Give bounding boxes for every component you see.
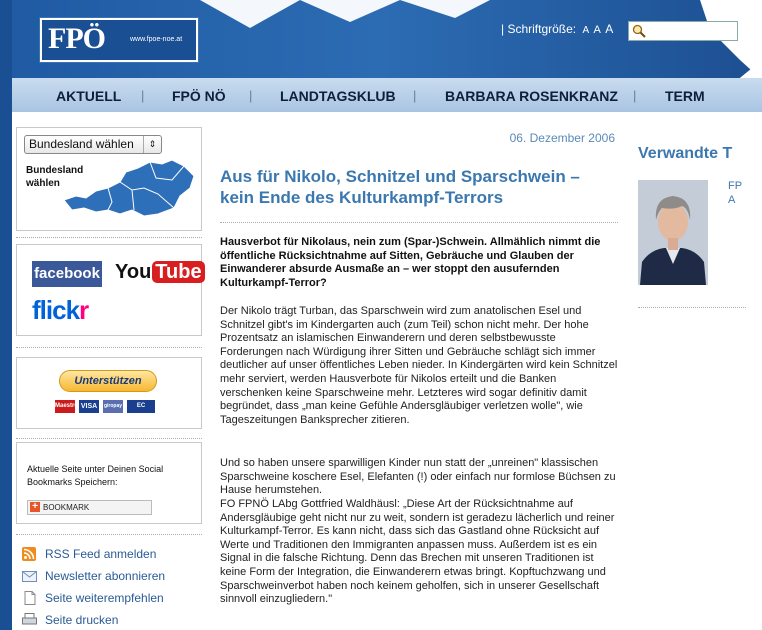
bookmark-button[interactable]: + BOOKMARK [27, 500, 152, 515]
nav-item-termine[interactable]: TERM [665, 88, 705, 104]
nav-separator: | [413, 88, 417, 103]
font-size-large[interactable]: A [605, 22, 614, 36]
donate-box [16, 357, 202, 429]
facebook-link[interactable]: facebook [32, 261, 102, 287]
sidebar-divider [16, 347, 202, 348]
newsletter-label: Newsletter abonnieren [45, 569, 166, 583]
related-photo[interactable] [638, 180, 708, 285]
bundesland-select-value: Bundesland wählen [29, 137, 134, 151]
search-icon[interactable] [632, 24, 646, 38]
search-input[interactable] [628, 21, 738, 41]
bundesland-select[interactable] [24, 135, 162, 154]
font-size-control [498, 22, 613, 36]
article-title: Aus für Nikolo, Schnitzel und Sparschwein – kein Ende des Kulturkampf-Terrors [220, 167, 580, 207]
nav-item-barbara-rosenkranz[interactable]: BARBARA ROSENKRANZ [445, 88, 618, 104]
youtube-text: You [115, 261, 152, 283]
left-accent-bar [0, 112, 12, 630]
font-size-medium[interactable]: A [593, 24, 601, 36]
related-link[interactable]: FP A [728, 180, 743, 206]
print-page-label: Seite drucken [45, 613, 119, 627]
article-date: 06. Dezember 2006 [509, 131, 615, 145]
rss-icon [22, 547, 37, 561]
youtube-tube-text: Tube [152, 261, 204, 283]
flickr-text: flick [32, 295, 80, 325]
article-paragraph: Der Nikolo trägt Turban, das Sparschwein wird zum anatolischen Esel und Schnitzel gibt's im Kindergarten auch (zum Teil) schon nicht mehr. Der hohe Prozentsatz an islamischen Einwanderern und deren selbstbewusste Forderungen nach Würdigung ihrer Sitten und Gebräuche schlägt sich immer deutlicher auf unser öffentliches Leben nieder. In Kindergärten wird kein Schnitzel mehr serviert, werden Hausverbote für Nikolos erteilt und die Banken verschenken keine Sparschweine mehr. Letzteres wird sogar definitiv damit begründet, dass „man keine Gefühle Andersgläubiger verletzen wolle", wie Tageszeitungen Banksprecher zitieren. [220, 305, 618, 426]
nav-separator: | [141, 88, 145, 103]
printer-icon [22, 613, 37, 627]
logo-text: FPÖ [48, 22, 105, 55]
ec-card-icon: EC [127, 400, 155, 413]
nav-item-fpoe-noe[interactable]: FPÖ NÖ [172, 88, 226, 104]
social-media-box [16, 244, 202, 336]
fpoe-logo[interactable] [40, 18, 198, 62]
maestro-card-icon: Maestro [55, 400, 75, 413]
giropay-card-icon: giropay [103, 400, 123, 413]
article-paragraph: FO FPNÖ LAbg Gottfried Waldhäusl: „Diese Art der Rücksichtnahme auf Andersgläubige geht nicht nur zu weit, sondern ist geradezu lächerlich und reiner Kulturkampf-Terror. Es kann nicht, dass sich das Gastland ohne Rücksicht auf Werte und Traditionen den Immigranten anpassen muss. Außerdem ist es ein Signal in die falsche Richtung. Denn das Brechen mit unseren Traditionen ist keine Form der Integration, die Einwanderern etwas bringt. Kopftuchzwang und Sparschweinverbot haben noch keinem geholfen, sich in unserer Gesellschaft sinnvoll einzugliedern." [220, 498, 615, 606]
select-arrows-icon: ⇕ [143, 136, 161, 153]
nav-item-landtagsklub[interactable]: LANDTAGSKLUB [280, 88, 396, 104]
visa-card-icon: VISA [79, 400, 99, 413]
austria-map-icon[interactable] [62, 158, 198, 224]
nav-separator: | [633, 88, 637, 103]
site-header [0, 0, 762, 112]
youtube-link[interactable] [114, 261, 205, 284]
article-paragraph: Und so haben unsere sparwilligen Kinder nun statt der „unreinen" klassischen Sparschweine koschere Esel, Elefanten (!) oder einfach nur formlose Büchsen zu Hause herumstehen. [220, 457, 616, 497]
flickr-r-text: r [79, 295, 89, 325]
sidebar-divider [16, 438, 202, 439]
related-divider [638, 307, 746, 308]
envelope-icon [22, 569, 37, 583]
sidebar-divider [16, 534, 202, 535]
font-size-small[interactable]: A [582, 25, 590, 36]
bundesland-label: Bundesland wählen [26, 165, 84, 189]
nav-separator: | [249, 88, 253, 103]
bookmark-box [16, 442, 202, 524]
related-title: Verwandte T [638, 145, 733, 162]
main-navigation [12, 78, 762, 112]
bookmark-text: Aktuelle Seite unter Deinen Social Bookmarks Speichern: [27, 464, 164, 487]
portrait-image [638, 180, 708, 285]
logo-url: www.fpoe-noe.at [130, 36, 183, 43]
nav-item-aktuell[interactable]: AKTUELL [56, 88, 122, 104]
flickr-link[interactable] [32, 295, 88, 326]
title-divider [220, 222, 618, 223]
font-size-label: | Schriftgröße: [501, 22, 577, 36]
bundesland-box [16, 127, 202, 231]
donate-button[interactable]: Unterstützen [59, 370, 157, 392]
rss-feed-label: RSS Feed anmelden [45, 547, 157, 561]
sidebar-divider [16, 237, 202, 238]
page-icon [22, 591, 37, 605]
recommend-page-label: Seite weiterempfehlen [45, 591, 164, 605]
article-lead: Hausverbot für Nikolaus, nein zum (Spar-)Schwein. Allmählich nimmt die öffentliche Rücksichtnahme auf Sitten, Gebräuche und Glauben der Einwanderer absurde Ausmaße an – wer stoppt den ausufernden Kulturkampf-Terror? [220, 236, 601, 289]
